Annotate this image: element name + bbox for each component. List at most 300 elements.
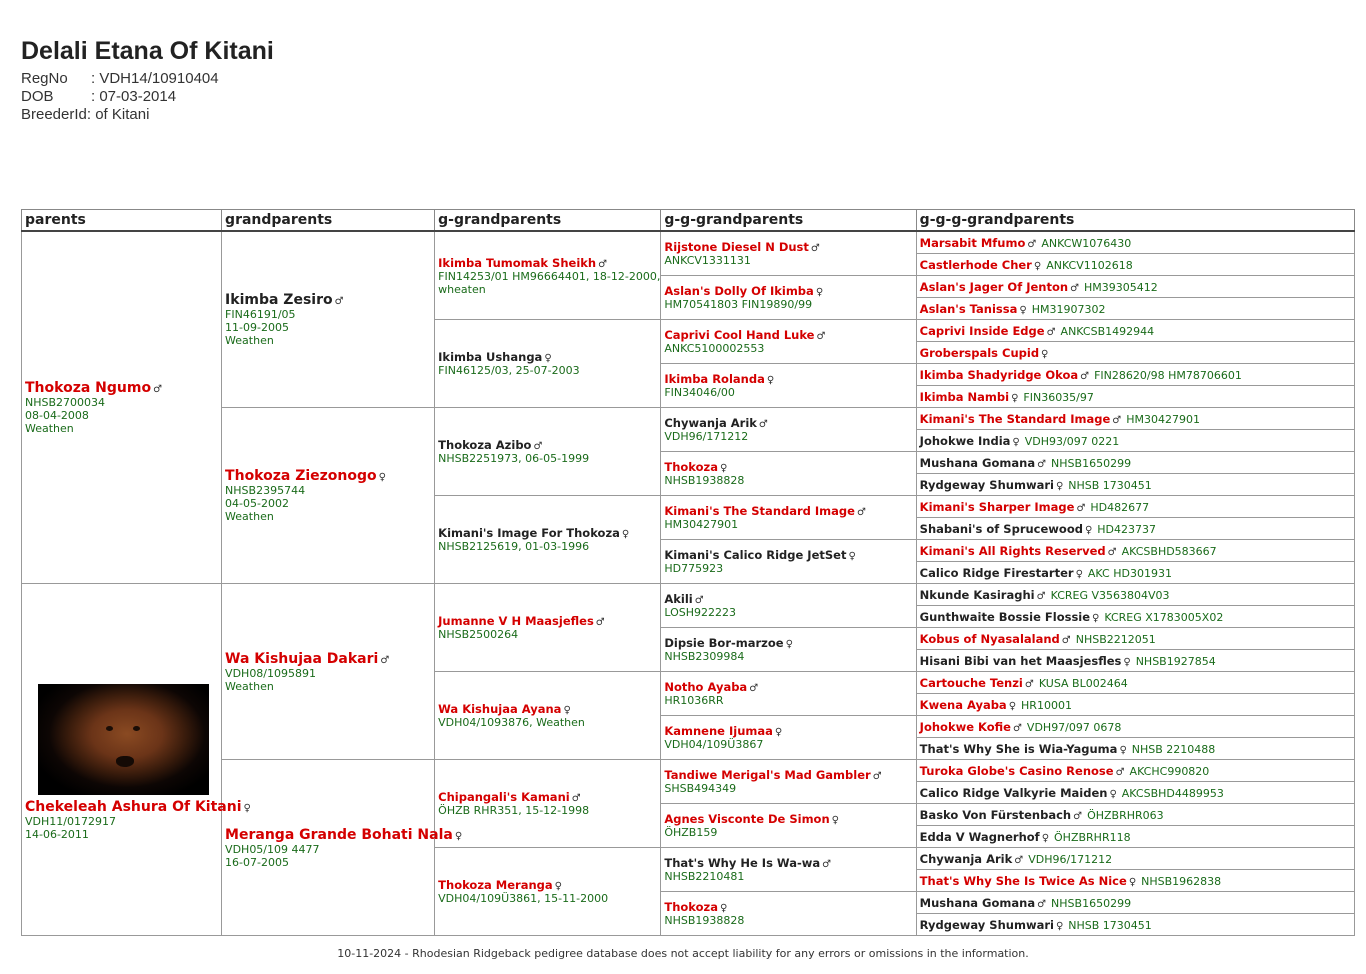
grandparents-detail: 04-05-2002 (225, 497, 289, 510)
g5-reg: AKCSBHD4489953 (1121, 786, 1224, 800)
g5-name-link[interactable]: Groberspals Cupid (919, 345, 1040, 360)
parents-detail: NHSB2700034 (25, 396, 106, 409)
ggp-name-link[interactable] (438, 256, 657, 270)
breeder-line (21, 106, 274, 124)
sex-symbol-icon: ♀ (719, 903, 728, 914)
ggp-name[interactable]: Thokoza Meranga (438, 878, 553, 892)
sex-symbol-icon: ♂ (1036, 590, 1046, 602)
sex-symbol-icon: ♂ (1037, 458, 1047, 470)
sex-symbol-icon: ♂ (571, 793, 581, 804)
ggp-name[interactable]: Chipangali's Kamani (438, 790, 570, 804)
sex-symbol-icon: ♂ (872, 771, 882, 782)
g5-reg: NHSB2212051 (1075, 632, 1156, 646)
sex-symbol-icon: ♀ (1119, 744, 1127, 756)
gggp-cell (661, 452, 916, 496)
sex-symbol-icon: ♀ (1041, 348, 1049, 360)
gggp-cell (661, 231, 916, 276)
sex-symbol-icon: ♀ (785, 639, 793, 650)
g5-reg: ANKCW1076430 (1041, 236, 1132, 250)
dog-header (21, 36, 274, 124)
sex-symbol-icon: ♀ (1092, 612, 1100, 624)
g5-name-link[interactable]: Calico Ridge Valkyrie Maiden (919, 785, 1108, 800)
ggp-cell (435, 760, 661, 848)
col-header-g-grandparents: g-grandparents (435, 210, 661, 232)
gggp-name-link[interactable] (664, 636, 912, 650)
g5-name-link[interactable]: Johokwe India (919, 433, 1011, 448)
pedigree-row (22, 408, 1355, 430)
g5-reg: AKC HD301931 (1087, 566, 1172, 580)
gggp-cell (661, 628, 916, 672)
g5-name-link[interactable]: Kobus of Nyasalaland (919, 631, 1060, 646)
g5-reg: ÖHZBRHR063 (1087, 808, 1164, 822)
col-header-parents: parents (22, 210, 222, 232)
gggp-cell (661, 496, 916, 540)
sex-symbol-icon: ♀ (1109, 788, 1117, 800)
g5-name-link[interactable]: Hisani Bibi van het Maasjesfles (919, 653, 1122, 668)
ggp-detail: ÖHZB RHR351, 15-12-1998 (438, 804, 590, 817)
grandparents-detail: Weathen (225, 334, 274, 347)
g5-cell (916, 320, 1354, 342)
sex-symbol-icon: ♂ (749, 683, 759, 694)
g5-reg: ÖHZBRHR118 (1054, 830, 1131, 844)
sex-symbol-icon: ♂ (810, 243, 820, 254)
ggp-name[interactable]: Wa Kishujaa Ayana (438, 702, 562, 716)
sex-symbol-icon: ♀ (544, 353, 552, 364)
g5-cell (916, 628, 1354, 650)
g5-cell (916, 562, 1354, 584)
g5-cell (916, 584, 1354, 606)
g5-name-link[interactable]: Rydgeway Shumwari (919, 477, 1054, 492)
sex-symbol-icon: ♂ (153, 384, 163, 395)
g5-name-link[interactable]: Cartouche Tenzi (919, 675, 1023, 690)
ggp-detail: VDH04/109Ü3861, 15-11-2000 (438, 892, 609, 905)
g5-reg: HD423737 (1097, 522, 1157, 536)
g5-cell (916, 606, 1354, 628)
g5-reg: ANKCSB1492944 (1060, 324, 1155, 338)
gggp-detail: ANKCV1331131 (664, 254, 751, 267)
g5-name-link[interactable]: Kimani's Sharper Image (919, 499, 1075, 514)
gggp-cell (661, 892, 916, 936)
ggp-cell (435, 320, 661, 408)
gggp-name[interactable]: Thokoza (664, 460, 718, 474)
parents-name-link[interactable] (25, 380, 218, 396)
ggp-cell (435, 848, 661, 936)
sex-symbol-icon: ♂ (598, 258, 608, 270)
g5-cell (916, 760, 1354, 782)
gggp-name[interactable]: Agnes Visconte De Simon (664, 812, 830, 826)
gggp-name-link[interactable] (664, 416, 912, 430)
col-header-g-g-g-grandparents: g-g-g-grandparents (916, 210, 1354, 232)
grandparents-detail: VDH05/109 4477 (225, 842, 320, 856)
ggp-cell (435, 231, 661, 320)
parents-cell (22, 231, 222, 584)
g5-cell (916, 298, 1354, 320)
ggp-name-link[interactable] (438, 790, 657, 804)
gggp-name-link[interactable] (664, 856, 912, 870)
grandparents-name-link[interactable] (225, 468, 431, 484)
sex-symbol-icon: ♂ (856, 507, 866, 518)
gggp-detail: ANKC5100002553 (664, 342, 765, 355)
g5-reg: NHSB 1730451 (1068, 478, 1152, 492)
ggp-detail: FIN46125/03, 25-07-2003 (438, 364, 580, 377)
reg-label: RegNo (21, 70, 68, 87)
ggp-detail: FIN14253/01 HM96664401, 18-12-2000, (438, 269, 661, 283)
page-title: Delali Etana Of Kitani (21, 37, 274, 65)
dob-line (21, 88, 274, 106)
g5-reg: NHSB1962838 (1141, 874, 1222, 888)
sex-symbol-icon: ♂ (595, 617, 605, 628)
grandparents-name[interactable]: Ikimba Zesiro (225, 292, 333, 308)
gggp-detail: SHSB494349 (664, 782, 737, 795)
g5-cell (916, 254, 1354, 276)
g5-name-link[interactable]: Marsabit Mfumo (919, 235, 1026, 250)
g5-cell (916, 848, 1354, 870)
ggp-name[interactable]: Thokoza Azibo (438, 438, 532, 452)
g5-reg: NHSB 1730451 (1068, 918, 1152, 932)
g5-name-link[interactable]: Gunthwaite Bossie Flossie (919, 609, 1091, 624)
gggp-name[interactable]: Akili (664, 592, 693, 606)
gggp-detail: HD775923 (664, 562, 724, 575)
pedigree-header-row (22, 210, 1355, 232)
gggp-name-link[interactable] (664, 504, 912, 518)
sex-symbol-icon: ♂ (1024, 678, 1034, 690)
parents-detail: Weathen (25, 422, 74, 435)
g5-name-link[interactable]: That's Why She Is Twice As Nice (919, 873, 1127, 888)
g5-name-link[interactable]: Nkunde Kasiraghi (919, 587, 1035, 602)
g5-name-link[interactable]: Chywanja Arik (919, 851, 1013, 866)
sex-symbol-icon: ♂ (1112, 414, 1122, 426)
gggp-name-link[interactable] (664, 460, 912, 474)
parents-name[interactable]: Chekeleah Ashura Of Kitani (25, 799, 242, 815)
sex-symbol-icon: ♀ (454, 830, 463, 842)
g5-name-link[interactable]: Aslan's Jager Of Jenton (919, 279, 1069, 294)
gggp-detail: NHSB1938828 (664, 914, 745, 927)
ggp-name-link[interactable] (438, 878, 657, 892)
ggp-detail: NHSB2125619, 01-03-1996 (438, 540, 590, 553)
sex-symbol-icon: ♀ (243, 803, 251, 814)
breeder-label: BreederId (21, 106, 87, 123)
gggp-name[interactable]: Tandiwe Merigal's Mad Gambler (664, 768, 871, 782)
sex-symbol-icon: ♀ (1012, 436, 1020, 448)
footer-disclaimer: 10-11-2024 - Rhodesian Ridgeback pedigree database does not accept liability for any errors or omissions in the information. (337, 947, 1029, 960)
ggp-detail: NHSB2251973, 06-05-1999 (438, 452, 590, 465)
sex-symbol-icon: ♀ (1011, 392, 1019, 404)
grandparents-cell (222, 760, 463, 936)
parents-name[interactable]: Thokoza Ngumo (25, 380, 152, 396)
g5-reg: VDH93/097 0221 (1024, 434, 1120, 448)
grandparents-name[interactable]: Wa Kishujaa Dakari (225, 650, 379, 667)
g5-name-link[interactable]: That's Why She is Wia-Yaguma (919, 741, 1118, 756)
sex-symbol-icon: ♀ (1128, 876, 1137, 888)
sex-symbol-icon: ♂ (1046, 326, 1056, 338)
sex-symbol-icon: ♀ (774, 727, 783, 738)
g5-name-link[interactable]: Rydgeway Shumwari (919, 917, 1054, 932)
ggp-cell (435, 408, 661, 496)
g5-cell (916, 276, 1354, 298)
g5-cell (916, 650, 1354, 672)
g5-reg: HM39305412 (1084, 280, 1158, 294)
pedigree-row (22, 584, 1355, 606)
grandparents-detail: NHSB2395744 (225, 484, 306, 497)
g5-name-link[interactable]: Johokwe Kofie (919, 719, 1011, 734)
gggp-name-link[interactable] (664, 724, 912, 738)
sex-symbol-icon: ♂ (822, 859, 832, 870)
grandparents-name-link[interactable] (225, 292, 431, 308)
g5-reg: FIN36035/97 (1023, 390, 1094, 404)
sex-symbol-icon: ♀ (621, 529, 630, 540)
g5-reg: HM31907302 (1031, 302, 1106, 316)
sex-symbol-icon: ♂ (1115, 766, 1125, 778)
gggp-detail: HM30427901 (664, 518, 739, 531)
gggp-name-link[interactable] (664, 328, 912, 342)
sex-symbol-icon: ♀ (1033, 260, 1042, 272)
g5-cell (916, 870, 1354, 892)
g5-name-link[interactable]: Castlerhode Cher (919, 257, 1032, 272)
g5-cell (916, 804, 1354, 826)
gggp-cell (661, 716, 916, 760)
gggp-cell (661, 672, 916, 716)
g5-reg: KCREG V3563804V03 (1050, 588, 1170, 602)
gggp-name[interactable]: Ikimba Rolanda (664, 372, 765, 386)
breeder-value: : of Kitani (86, 106, 150, 123)
grandparents-name[interactable]: Meranga Grande Bohati Nala (225, 826, 453, 843)
sex-symbol-icon: ♂ (380, 654, 390, 666)
sex-symbol-icon: ♀ (554, 881, 562, 892)
g5-reg: FIN28620/98 HM78706601 (1094, 368, 1242, 382)
ggp-name-link[interactable] (438, 526, 657, 540)
sex-symbol-icon: ♂ (1014, 854, 1024, 866)
g5-name-link[interactable]: Ikimba Shadyridge Okoa (919, 367, 1079, 382)
g5-cell (916, 452, 1354, 474)
g5-reg: NHSB 2210488 (1131, 742, 1216, 756)
sex-symbol-icon: ♀ (815, 287, 824, 298)
ggp-cell (435, 496, 661, 584)
gggp-name-link[interactable] (664, 592, 912, 606)
parents-name-link[interactable] (25, 799, 251, 815)
g5-reg: KUSA BL002464 (1038, 676, 1128, 690)
dob-value: : 07-03-2014 (91, 88, 177, 105)
ggp-name[interactable]: Jumanne V H Maasjefles (438, 614, 594, 628)
sex-symbol-icon: ♂ (816, 331, 826, 342)
gggp-detail: FIN34046/00 (664, 386, 735, 399)
g5-cell (916, 496, 1354, 518)
g5-cell (916, 518, 1354, 540)
sex-symbol-icon: ♀ (1055, 480, 1064, 492)
sex-symbol-icon: ♀ (1123, 656, 1131, 668)
gggp-cell (661, 760, 916, 804)
grandparents-name[interactable]: Thokoza Ziezonogo (225, 468, 377, 484)
g5-reg: NHSB1650299 (1051, 896, 1132, 910)
sex-symbol-icon: ♂ (758, 419, 768, 430)
g5-name-link[interactable]: Kimani's All Rights Reserved (919, 543, 1106, 558)
gggp-name-link[interactable] (664, 768, 912, 782)
ggp-cell (435, 584, 661, 672)
g5-cell (916, 408, 1354, 430)
g5-reg: ANKCV1102618 (1046, 258, 1133, 272)
g5-reg: KCREG X1783005X02 (1104, 610, 1224, 624)
sex-symbol-icon: ♀ (1084, 524, 1093, 536)
parents-detail: 14-06-2011 (25, 828, 89, 841)
gggp-name[interactable]: Rijstone Diesel N Dust (664, 240, 809, 254)
dob-label: DOB (21, 88, 54, 105)
sex-symbol-icon: ♂ (1012, 722, 1022, 734)
g5-cell (916, 892, 1354, 914)
g5-reg: HR10001 (1021, 698, 1072, 712)
ggp-cell (435, 672, 661, 760)
g5-cell (916, 540, 1354, 562)
gggp-name[interactable]: Thokoza (664, 900, 718, 914)
g5-name-link[interactable]: Mushana Gomana (919, 895, 1036, 910)
ggp-name-link[interactable] (438, 614, 657, 628)
gggp-cell (661, 276, 916, 320)
sex-symbol-icon: ♀ (848, 551, 856, 562)
sex-symbol-icon: ♂ (1073, 810, 1083, 822)
sex-symbol-icon: ♀ (1055, 920, 1064, 932)
grandparents-detail: 16-07-2005 (225, 855, 289, 869)
ggp-name[interactable]: Ikimba Tumomak Sheikh (438, 255, 597, 270)
gggp-cell (661, 540, 916, 584)
photo-detail (106, 726, 113, 731)
gggp-name-link[interactable] (664, 372, 912, 386)
ggp-name[interactable]: Ikimba Ushanga (438, 350, 543, 364)
g5-name-link[interactable]: Kimani's The Standard Image (919, 411, 1111, 426)
gggp-detail: HR1036RR (664, 694, 724, 707)
g5-name-link[interactable]: Shabani's of Sprucewood (919, 521, 1083, 536)
photo-detail (133, 726, 140, 731)
ggp-name-link[interactable] (438, 702, 657, 716)
g5-name-link[interactable]: Kwena Ayaba (919, 697, 1007, 712)
gggp-detail: NHSB1938828 (664, 474, 745, 487)
g5-name-link[interactable]: Mushana Gomana (919, 455, 1036, 470)
sex-symbol-icon: ♂ (694, 595, 704, 606)
g5-name-link[interactable]: Caprivi Inside Edge (919, 323, 1045, 338)
gggp-cell (661, 408, 916, 452)
grandparents-detail: FIN46191/05 (225, 308, 296, 321)
grandparents-detail: Weathen (225, 510, 274, 523)
gggp-detail: NHSB2309984 (664, 650, 745, 663)
ggp-detail: VDH04/1093876, Weathen (438, 716, 585, 729)
g5-name-link[interactable]: Calico Ridge Firestarter (919, 565, 1074, 580)
g5-name-link[interactable]: Aslan's Tanissa (919, 301, 1018, 316)
grandparents-cell (222, 408, 435, 584)
gggp-name[interactable]: Kamnene Ijumaa (664, 724, 773, 738)
gggp-name[interactable]: Kimani's Calico Ridge JetSet (664, 548, 847, 562)
gggp-detail: LOSH922223 (664, 606, 736, 619)
gggp-cell (661, 804, 916, 848)
pedigree-row (22, 231, 1355, 254)
sex-symbol-icon: ♀ (719, 463, 728, 474)
ggp-name[interactable]: Kimani's Image For Thokoza (438, 526, 620, 540)
gggp-name[interactable]: Dipsie Bor-marzoe (664, 636, 784, 650)
ggp-name-link[interactable] (438, 438, 657, 452)
sex-symbol-icon: ♀ (1008, 700, 1017, 712)
g5-reg: AKCHC990820 (1129, 764, 1210, 778)
sex-symbol-icon: ♀ (1019, 304, 1027, 316)
sex-symbol-icon: ♂ (1107, 546, 1117, 558)
g5-reg: VDH97/097 0678 (1026, 720, 1122, 734)
sex-symbol-icon: ♂ (1070, 282, 1080, 294)
col-header-g-g-grandparents: g-g-grandparents (661, 210, 916, 232)
g5-cell (916, 826, 1354, 848)
gggp-cell (661, 848, 916, 892)
sex-symbol-icon: ♀ (1041, 832, 1050, 844)
g5-name-link[interactable]: Edda V Wagnerhof (919, 829, 1040, 844)
gggp-name-link[interactable] (664, 812, 912, 826)
ggp-name-link[interactable] (438, 350, 657, 364)
g5-cell (916, 716, 1354, 738)
g5-reg: VDH96/171212 (1028, 852, 1113, 866)
gggp-cell (661, 320, 916, 364)
sex-symbol-icon: ♂ (1027, 238, 1037, 250)
grandparents-cell (222, 584, 435, 760)
grandparents-detail: 11-09-2005 (225, 321, 289, 334)
sex-symbol-icon: ♀ (378, 472, 386, 483)
sex-symbol-icon: ♂ (533, 441, 543, 452)
g5-reg: HM30427901 (1126, 412, 1201, 426)
sex-symbol-icon: ♀ (1075, 568, 1083, 580)
gggp-name-link[interactable] (664, 284, 912, 298)
gggp-name-link[interactable] (664, 900, 912, 914)
gggp-name-link[interactable] (664, 680, 912, 694)
sex-symbol-icon: ♂ (1080, 370, 1090, 382)
parents-detail: 08-04-2008 (25, 409, 89, 422)
gggp-detail: VDH04/109Ü3867 (664, 738, 764, 751)
gggp-name[interactable]: Caprivi Cool Hand Luke (664, 328, 815, 342)
g5-cell (916, 386, 1354, 408)
gggp-detail: ÖHZB159 (664, 826, 718, 839)
grandparents-name-link[interactable] (225, 651, 431, 667)
g5-cell (916, 364, 1354, 386)
gggp-detail: NHSB2210481 (664, 870, 745, 883)
g5-reg: HD482677 (1090, 500, 1150, 514)
dog-photo[interactable] (38, 684, 209, 795)
g5-cell (916, 914, 1354, 936)
gggp-name[interactable]: Kimani's The Standard Image (664, 504, 855, 518)
grandparents-detail: Weathen (225, 679, 274, 693)
g5-reg: NHSB1927854 (1135, 654, 1216, 668)
g5-name-link[interactable]: Basko Von Fürstenbach (919, 807, 1072, 822)
gggp-name[interactable]: Chywanja Arik (664, 416, 757, 430)
grandparents-name-link[interactable] (225, 826, 463, 843)
gggp-name[interactable]: That's Why He Is Wa-wa (664, 856, 821, 870)
g5-cell (916, 231, 1354, 254)
g5-cell (916, 430, 1354, 452)
g5-cell (916, 474, 1354, 496)
gggp-name[interactable]: Aslan's Dolly Of Ikimba (664, 284, 814, 298)
g5-name-link[interactable]: Ikimba Nambi (919, 389, 1010, 404)
g5-cell (916, 694, 1354, 716)
g5-reg: NHSB1650299 (1051, 456, 1132, 470)
pedigree-table (21, 209, 1355, 936)
sex-symbol-icon: ♀ (766, 375, 775, 386)
reg-value: : VDH14/10910404 (91, 70, 219, 87)
sex-symbol-icon: ♂ (1061, 634, 1071, 646)
gggp-name-link[interactable] (664, 240, 912, 254)
sex-symbol-icon: ♀ (563, 705, 571, 716)
g5-name-link[interactable]: Turoka Globe's Casino Renose (919, 763, 1114, 778)
gggp-name-link[interactable] (664, 548, 912, 562)
reg-line (21, 70, 274, 88)
pedigree-row (22, 760, 1355, 782)
sex-symbol-icon: ♀ (831, 815, 839, 826)
gggp-name[interactable]: Notho Ayaba (664, 680, 748, 694)
g5-cell (916, 672, 1354, 694)
ggp-detail: NHSB2500264 (438, 628, 519, 641)
g5-cell (916, 342, 1354, 364)
grandparents-detail: VDH08/1095891 (225, 666, 317, 680)
sex-symbol-icon: ♂ (1037, 898, 1047, 910)
parents-detail: VDH11/0172917 (25, 815, 116, 828)
